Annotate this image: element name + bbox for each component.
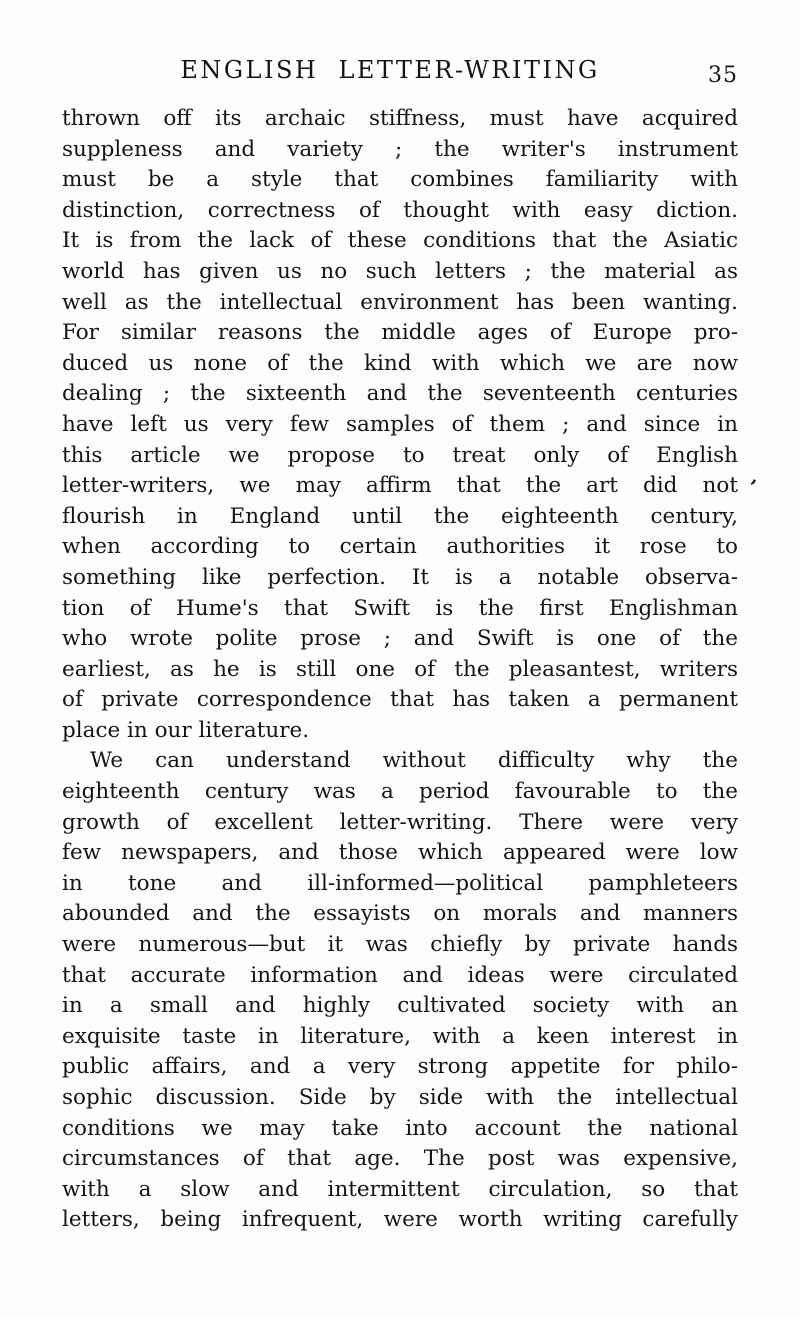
text-line: world has given us no such letters ; the material as bbox=[62, 258, 738, 284]
text-line: conditions we may take into account the national bbox=[62, 1115, 738, 1141]
text-line: when according to certain authorities it rose to bbox=[62, 534, 738, 560]
text-line: For similar reasons the middle ages of Europe pro- bbox=[62, 320, 738, 346]
running-head-title: ENGLISH LETTER-WRITING bbox=[180, 56, 600, 84]
text-line: well as the intellectual environment has been wanting. bbox=[62, 289, 738, 315]
text-line: It is from the lack of these conditions that the Asiatic bbox=[62, 228, 738, 254]
text-line: dealing ; the sixteenth and the seventeenth centuries bbox=[62, 381, 738, 407]
text-line: sophic discussion. Side by side with the intellectual bbox=[62, 1085, 738, 1110]
ink-mark: ’ bbox=[746, 474, 759, 500]
text-line: growth of excellent letter-writing. There were very bbox=[62, 809, 738, 835]
text-line: that accurate information and ideas were circulated bbox=[62, 962, 738, 988]
text-line: abounded and the essayists on morals and manners bbox=[62, 901, 738, 927]
text-line: suppleness and variety ; the writer's instrument bbox=[62, 136, 738, 162]
page-body bbox=[62, 104, 759, 1236]
text-line: this article we propose to treat only of English bbox=[62, 442, 738, 468]
text-line: flourish in England until the eighteenth century, bbox=[62, 503, 738, 529]
text-line: thrown off its archaic stiffness, must have acquired bbox=[62, 106, 738, 131]
text-line: must be a style that combines familiarity with bbox=[62, 167, 738, 193]
text-line: place in our literature. bbox=[62, 717, 310, 743]
text-line: eighteenth century was a period favourable to the bbox=[62, 779, 738, 805]
text-line: letter-writers, we may affirm that the art did not ’ bbox=[62, 471, 738, 502]
text-line: exquisite taste in literature, with a keen interest in bbox=[62, 1023, 738, 1049]
text-line: who wrote polite prose ; and Swift is one of the bbox=[62, 626, 738, 652]
text-line: We can understand without difficulty why the bbox=[90, 748, 738, 774]
text-line: distinction, correctness of thought with easy diction. bbox=[62, 197, 738, 223]
text-line: few newspapers, and those which appeared were low bbox=[62, 840, 738, 866]
text-line: of private correspondence that has taken a permanent bbox=[62, 687, 738, 713]
text-line: something like perfection. It is a notable observa- bbox=[62, 564, 738, 590]
page-number: 35 bbox=[708, 63, 738, 88]
text-line: tion of Hume's that Swift is the first Englishman bbox=[62, 595, 738, 621]
text-line: in tone and ill-informed—political pamphleteers bbox=[62, 870, 738, 896]
text-line: with a slow and intermittent circulation, so that bbox=[62, 1176, 738, 1202]
text-line: in a small and highly cultivated society with an bbox=[62, 993, 738, 1019]
text-line: duced us none of the kind with which we are now bbox=[62, 350, 738, 376]
text-line: letters, being infrequent, were worth writing carefully bbox=[62, 1207, 738, 1233]
text-line: earliest, as he is still one of the pleasantest, writers bbox=[62, 656, 738, 682]
text-line: public affairs, and a very strong appetite for philo- bbox=[62, 1054, 738, 1080]
text-line: have left us very few samples of them ; and since in bbox=[62, 411, 738, 437]
text-line: were numerous—but it was chiefly by private hands bbox=[62, 932, 738, 958]
text-line: circumstances of that age. The post was expensive, bbox=[62, 1146, 738, 1172]
